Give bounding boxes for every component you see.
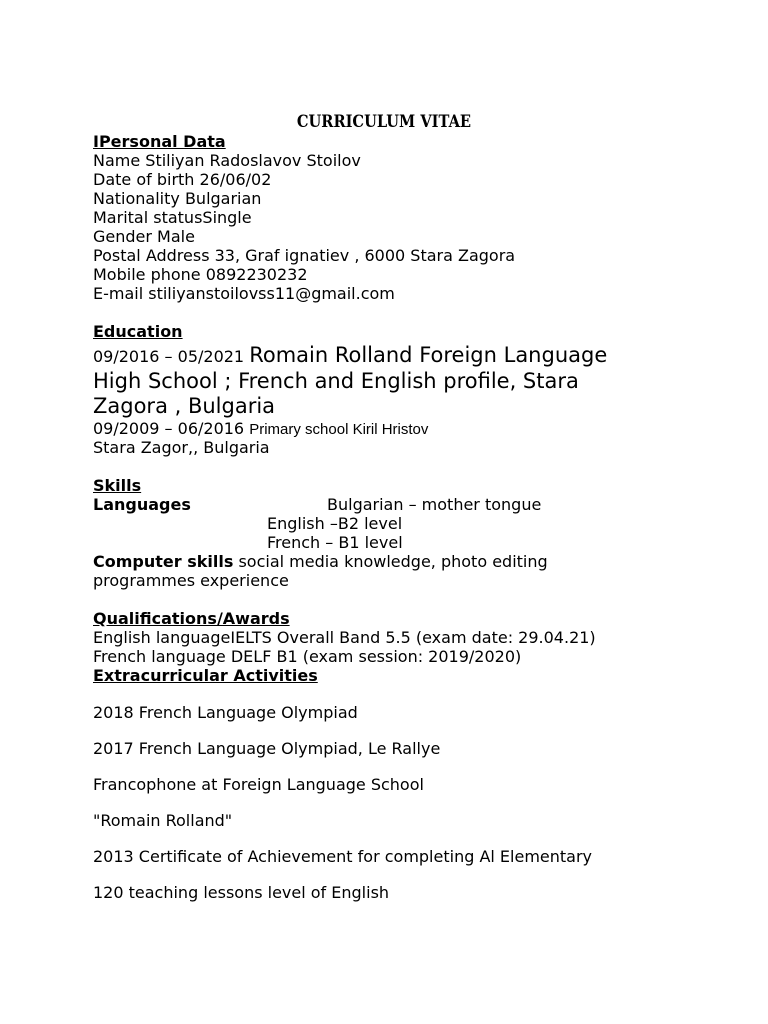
personal-data-heading: IPersonal Data	[93, 132, 226, 151]
education-entry-1-dates: 09/2016 – 05/2021	[93, 347, 250, 366]
education-entry-1-line-3: Zagora , Bulgaria	[93, 394, 276, 418]
personal-address: Postal Address 33, Graf ignatiev , 6000 Stara Zagora	[93, 246, 516, 265]
extracurricular-item: 120 teaching lessons level of English	[93, 883, 390, 902]
computer-skills-text: social media knowledge, photo editing	[233, 552, 548, 571]
education-entry-2-school: Primary school Kiril Hristov	[249, 421, 429, 438]
language-bulgarian: Bulgarian – mother tongue	[327, 495, 542, 514]
computer-skills-label: Computer skills	[93, 552, 234, 571]
language-english: English –B2 level	[267, 514, 403, 533]
languages-label: Languages	[93, 495, 191, 514]
personal-name: Name Stiliyan Radoslavov Stoilov	[93, 151, 361, 170]
personal-marital-status: Marital statusSingle	[93, 208, 252, 227]
education-entry-1-line-1	[93, 343, 607, 369]
extracurricular-item: 2013 Certificate of Achievement for completing Al Elementary	[93, 847, 593, 866]
document-title: CURRICULUM VITAE	[296, 112, 472, 132]
personal-dob: Date of birth 26/06/02	[93, 170, 272, 189]
education-heading: Education	[93, 322, 183, 341]
education-entry-2-place: Stara Zagor,, Bulgaria	[93, 438, 270, 457]
education-entry-1-line-2: High School ; French and English profile, Stara	[93, 369, 579, 393]
computer-skills-line	[93, 552, 548, 571]
computer-skills-text-2: programmes experience	[93, 571, 289, 590]
personal-email: E-mail stiliyanstoilovss11@gmail.com	[93, 284, 395, 303]
extracurricular-heading: Extracurricular Activities	[93, 666, 318, 685]
personal-nationality: Nationality Bulgarian	[93, 189, 262, 208]
language-french: French – B1 level	[267, 533, 403, 552]
extracurricular-item: "Romain Rolland"	[93, 811, 233, 830]
education-entry-2-dates: 09/2009 – 06/2016	[93, 419, 250, 438]
qualification-french: French language DELF B1 (exam session: 2019/2020)	[93, 647, 522, 666]
qualifications-heading: Qualifications/Awards	[93, 609, 290, 628]
education-entry-1-school: Romain Rolland Foreign Language	[249, 343, 608, 367]
extracurricular-item: Francophone at Foreign Language School	[93, 775, 424, 794]
education-entry-2-line-1	[93, 419, 428, 439]
qualification-english: English languageIELTS Overall Band 5.5 (exam date: 29.04.21)	[93, 628, 596, 647]
extracurricular-item: 2018 French Language Olympiad	[93, 703, 358, 722]
extracurricular-item: 2017 French Language Olympiad, Le Rallye	[93, 739, 441, 758]
skills-heading: Skills	[93, 476, 142, 495]
personal-mobile: Mobile phone 0892230232	[93, 265, 308, 284]
personal-gender: Gender Male	[93, 227, 195, 246]
